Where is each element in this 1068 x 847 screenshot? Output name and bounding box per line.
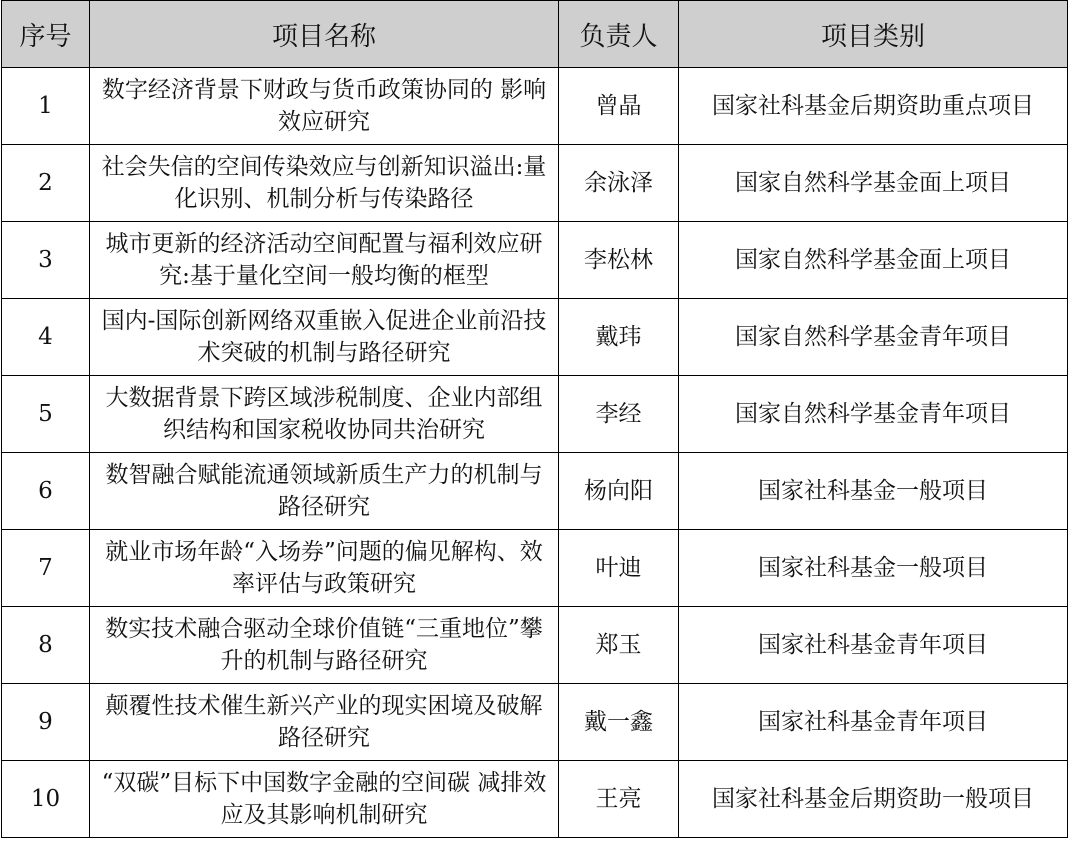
- cell-name: 颠覆性技术催生新兴产业的现实困境及破解路径研究: [90, 684, 559, 761]
- cell-no: 7: [2, 530, 90, 607]
- table-row: [2, 761, 1068, 838]
- cell-no: 4: [2, 299, 90, 376]
- cell-name: “双碳”目标下中国数字金融的空间碳 减排效应及其影响机制研究: [90, 761, 559, 838]
- cell-name: 数智融合赋能流通领域新质生产力的机制与路径研究: [90, 453, 559, 530]
- cell-lead: 李松林: [559, 222, 679, 299]
- cell-lead: 戴一鑫: [559, 684, 679, 761]
- table-row: [2, 530, 1068, 607]
- project-table: [1, 0, 1068, 838]
- cell-no: 5: [2, 376, 90, 453]
- cell-lead: 曾晶: [559, 68, 679, 145]
- cell-no: 9: [2, 684, 90, 761]
- table-row: [2, 607, 1068, 684]
- table-row: [2, 376, 1068, 453]
- cell-lead: 郑玉: [559, 607, 679, 684]
- cell-category: 国家社科基金青年项目: [679, 684, 1068, 761]
- cell-category: 国家自然科学基金面上项目: [679, 222, 1068, 299]
- header-lead: 负责人: [559, 1, 679, 68]
- cell-category: 国家社科基金后期资助重点项目: [679, 68, 1068, 145]
- header-no: 序号: [2, 1, 90, 68]
- cell-name: 社会失信的空间传染效应与创新知识溢出:量化识别、机制分析与传染路径: [90, 145, 559, 222]
- cell-no: 10: [2, 761, 90, 838]
- cell-name: 大数据背景下跨区域涉税制度、企业内部组织结构和国家税收协同共治研究: [90, 376, 559, 453]
- cell-category: 国家社科基金后期资助一般项目: [679, 761, 1068, 838]
- cell-category: 国家自然科学基金面上项目: [679, 145, 1068, 222]
- table-row: [2, 222, 1068, 299]
- table-row: [2, 68, 1068, 145]
- header-category: 项目类别: [679, 1, 1068, 68]
- cell-no: 8: [2, 607, 90, 684]
- cell-category: 国家社科基金一般项目: [679, 530, 1068, 607]
- table-row: [2, 299, 1068, 376]
- cell-name: 国内-国际创新网络双重嵌入促进企业前沿技术突破的机制与路径研究: [90, 299, 559, 376]
- cell-name: 城市更新的经济活动空间配置与福利效应研究:基于量化空间一般均衡的框型: [90, 222, 559, 299]
- table-row: [2, 684, 1068, 761]
- cell-lead: 余泳泽: [559, 145, 679, 222]
- header-row: [2, 1, 1068, 68]
- cell-no: 3: [2, 222, 90, 299]
- cell-lead: 杨向阳: [559, 453, 679, 530]
- cell-no: 6: [2, 453, 90, 530]
- table-row: [2, 145, 1068, 222]
- cell-category: 国家自然科学基金青年项目: [679, 299, 1068, 376]
- cell-name: 就业市场年龄“入场券”问题的偏见解构、效率评估与政策研究: [90, 530, 559, 607]
- cell-category: 国家社科基金一般项目: [679, 453, 1068, 530]
- cell-lead: 戴玮: [559, 299, 679, 376]
- cell-category: 国家自然科学基金青年项目: [679, 376, 1068, 453]
- cell-no: 2: [2, 145, 90, 222]
- cell-category: 国家社科基金青年项目: [679, 607, 1068, 684]
- cell-name: 数字经济背景下财政与货币政策协同的 影响效应研究: [90, 68, 559, 145]
- header-name: 项目名称: [90, 1, 559, 68]
- cell-name: 数实技术融合驱动全球价值链“三重地位”攀升的机制与路径研究: [90, 607, 559, 684]
- cell-no: 1: [2, 68, 90, 145]
- cell-lead: 李经: [559, 376, 679, 453]
- cell-lead: 王亮: [559, 761, 679, 838]
- table-row: [2, 453, 1068, 530]
- cell-lead: 叶迪: [559, 530, 679, 607]
